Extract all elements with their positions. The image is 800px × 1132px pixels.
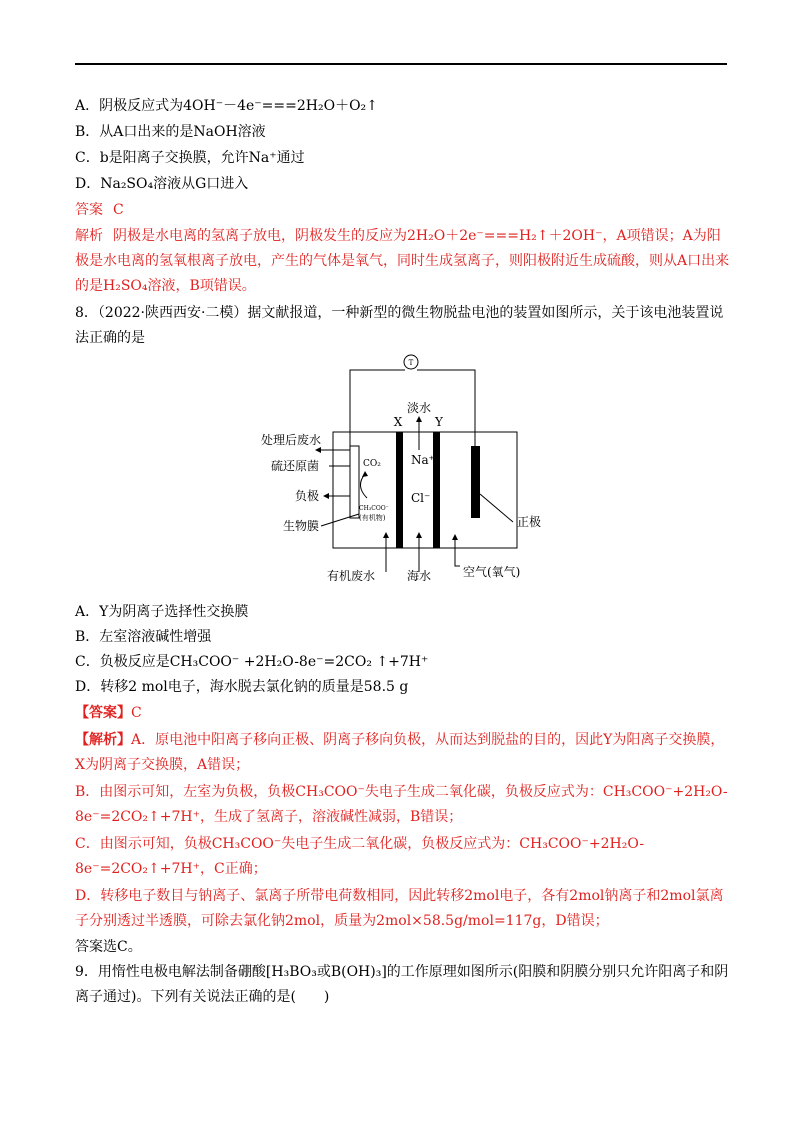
q8-analysis-b: B．由图示可知，左室为负极，负极CH₃COO⁻失电子生成二氧化碳，负极反应式为：CH₃COO⁻+2H₂O-8e⁻=2CO₂↑+7H⁺，生成了氢离子，溶液碱性减弱，B错误； bbox=[75, 784, 728, 825]
label-seawater: 海水 bbox=[407, 569, 432, 583]
q7-option-a: A．阴极反应式为4OH⁻－4e⁻===2H₂O＋O₂↑ bbox=[75, 98, 378, 114]
q7-analysis bbox=[75, 224, 730, 299]
label-co2: CO₂ bbox=[363, 459, 381, 469]
q7-answer bbox=[75, 200, 124, 220]
q8-analysis-d: D．转移电子数目与钠离子、氯离子所带电荷数相同，因此转移2mol电子，各有2mol钠离子和2mol氯离子分别透过半透膜，可除去氯化钠2mol，质量为2mol×58.5g/mol=117g，D错误； bbox=[75, 888, 724, 929]
line-positive bbox=[480, 494, 513, 522]
q7-option-d: D．Na₂SO₄溶液从G口进入 bbox=[75, 176, 249, 192]
label-negative: 负极 bbox=[295, 489, 320, 503]
q8-answer-value: C bbox=[131, 705, 142, 721]
label-treated-wastewater: 处理后废水 bbox=[261, 433, 322, 447]
line-biofilm bbox=[321, 514, 359, 526]
label-air: 空气(氧气) bbox=[463, 565, 521, 579]
arrow-organic-in-head bbox=[383, 532, 389, 538]
label-organic: (有机物) bbox=[359, 514, 386, 522]
negative-electrode bbox=[350, 446, 359, 518]
q9-stem: 9．用惰性电极电解法制备硼酸[H₃BO₃或B(OH)₃]的工作原理如图所示(阳膜和阴膜分别只允许阳离子和阴离子通过)。下列有关说法正确的是( ) bbox=[75, 964, 729, 1005]
label-fresh-water: 淡水 bbox=[406, 401, 432, 415]
q8-stem-line1: 8．（2022·陕西西安·二模）据文献报道，一种新型的微生物脱盐电池的装置如图所示，关于该电池装置说 bbox=[75, 305, 724, 321]
q8-analysis-c: C．由图示可知，负极CH₃COO⁻失电子生成二氧化碳，负极反应式为：CH₃COO⁻+2H₂O-8e⁻=2CO₂↑+7H⁺，C正确； bbox=[75, 836, 645, 877]
cell-body bbox=[333, 432, 517, 548]
label-y: Y bbox=[435, 415, 443, 429]
q8-conclusion: 答案选C。 bbox=[75, 939, 142, 955]
arrow-co2-head bbox=[362, 471, 368, 477]
label-bacteria: 硫还原菌 bbox=[271, 459, 320, 473]
q7-analysis-label: 解析 bbox=[75, 228, 103, 244]
label-organic-wastewater: 有机废水 bbox=[327, 569, 376, 583]
q8-option-a: A．Y为阴离子选择性交换膜 bbox=[75, 604, 249, 620]
positive-electrode bbox=[471, 446, 480, 518]
label-biofilm: 生物膜 bbox=[283, 519, 320, 533]
meter-label: T bbox=[408, 359, 414, 367]
label-x: X bbox=[393, 415, 403, 429]
arrow-fresh-water-head bbox=[416, 416, 422, 422]
q7-analysis-text: 阴极是水电离的氢离子放电，阴极发生的反应为2H₂O＋2e⁻===H₂↑＋2OH⁻，A项错误；A为阳极是水电离的氢氧根离子放电，产生的气体是氧气，同时生成氢离子，则阳极附近生成硫酸，则从A口出来的是H₂SO₄溶液，B项错误。 bbox=[75, 228, 730, 294]
q8-analysis-label: 【解析】 bbox=[75, 732, 131, 748]
label-cl: Cl⁻ bbox=[411, 491, 431, 505]
q7-answer-label: 答案 bbox=[75, 202, 103, 218]
arrow-treated-head bbox=[315, 447, 321, 453]
arrow-seawater-in-head bbox=[416, 532, 422, 538]
q7-option-c: C．b是阳离子交换膜，允许Na⁺通过 bbox=[75, 150, 305, 166]
arrow-co2 bbox=[360, 474, 367, 498]
q8-analysis-a-text: A．原电池中阳离子移向正极、阴离子移向负极，从而达到脱盐的目的，因此Y为阳离子交换膜，X为阴离子交换膜，A错误； bbox=[75, 732, 725, 773]
q7-option-b: B．从A口出来的是NaOH溶液 bbox=[75, 124, 266, 140]
q8-option-b: B．左室溶液碱性增强 bbox=[75, 629, 212, 645]
arrow-air-in bbox=[455, 536, 460, 566]
q8-stem-line2: 法正确的是 bbox=[75, 330, 145, 346]
arrow-negative-head bbox=[323, 493, 329, 499]
membrane-y bbox=[433, 432, 440, 548]
label-positive: 正极 bbox=[517, 515, 542, 529]
arrow-air-in-head bbox=[452, 534, 458, 540]
membrane-x bbox=[396, 432, 403, 548]
header-rule bbox=[75, 63, 727, 65]
label-na: Na⁺ bbox=[411, 453, 435, 467]
q8-option-d: D．转移2 mol电子，海水脱去氯化钠的质量是58.5 g bbox=[75, 679, 409, 695]
q8-option-c: C．负极反应是CH₃COO⁻ +2H₂O-8e⁻=2CO₂ ↑+7H⁺ bbox=[75, 654, 429, 670]
battery-diagram bbox=[255, 350, 565, 590]
label-acetate: CH₃COO⁻ bbox=[359, 505, 389, 512]
q8-analysis-a bbox=[75, 728, 730, 778]
q7-answer-value: C bbox=[113, 202, 124, 218]
q8-answer-label: 【答案】 bbox=[75, 705, 131, 721]
q8-answer bbox=[75, 703, 142, 723]
